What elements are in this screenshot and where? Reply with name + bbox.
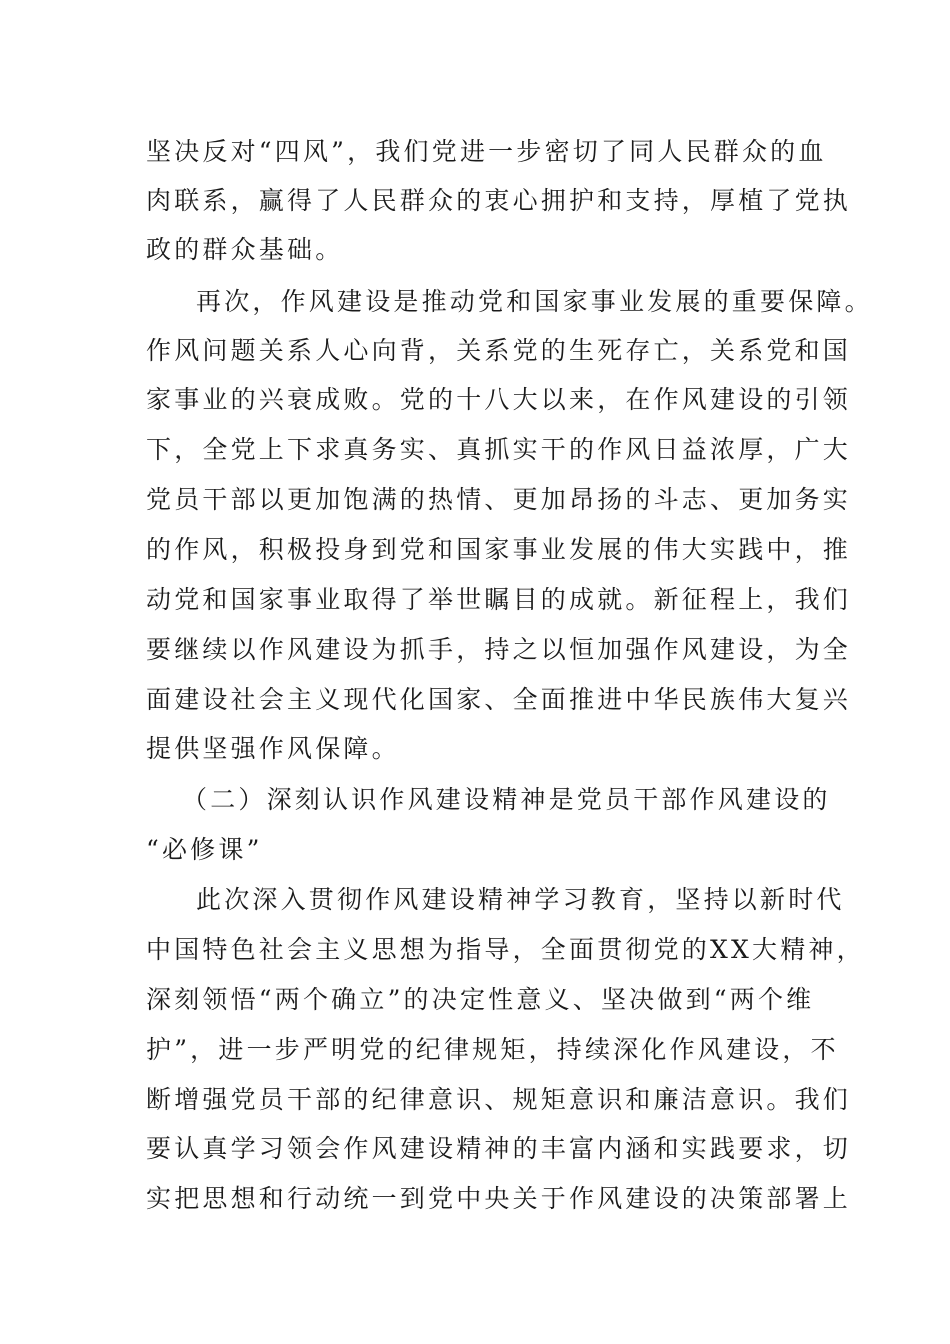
text-line-22: 实把思想和行动统一到党中央关于作风建设的决策部署上	[146, 1184, 852, 1213]
section-heading-continuation: “必修课”	[146, 835, 263, 864]
text-line-3: 政的群众基础。	[146, 235, 344, 264]
text-line-21: 要认真学习领会作风建设精神的丰富内涵和实践要求，切	[146, 1134, 852, 1163]
text-line-6: 家事业的兴衰成败。党的十八大以来，在作风建设的引领	[146, 385, 852, 414]
text-line-11: 要继续以作风建设为抓手，持之以恒加强作风建设，为全	[146, 635, 852, 664]
section-heading: （二）深刻认识作风建设精神是党员干部作风建设的	[182, 785, 831, 814]
paragraph-start-line: 再次，作风建设是推动党和国家事业发展的重要保障。	[196, 287, 873, 316]
text-line-7: 下，全党上下求真务实、真抓实干的作风日益浓厚，广大	[146, 435, 852, 464]
text-line-17: 中国特色社会主义思想为指导，全面贯彻党的XX大精神，	[146, 935, 865, 964]
text-line-10: 动党和国家事业取得了举世瞩目的成就。新征程上，我们	[146, 585, 852, 614]
text-line-19: 护”，进一步严明党的纪律规矩，持续深化作风建设，不	[146, 1035, 839, 1064]
paragraph-start-line: 此次深入贯彻作风建设精神学习教育，坚持以新时代	[196, 885, 845, 914]
text-line-12: 面建设社会主义现代化国家、全面推进中华民族伟大复兴	[146, 685, 852, 714]
text-line-18: 深刻领悟“两个确立”的决定性意义、坚决做到“两个维	[146, 985, 815, 1014]
text-line-2: 肉联系，赢得了人民群众的衷心拥护和支持，厚植了党执	[146, 186, 852, 215]
text-line-13: 提供坚强作风保障。	[146, 734, 400, 763]
text-line-5: 作风问题关系人心向背，关系党的生死存亡，关系党和国	[146, 336, 852, 365]
text-line-1: 坚决反对“四风”，我们党进一步密切了同人民群众的血	[146, 137, 827, 166]
text-line-20: 断增强党员干部的纪律意识、规矩意识和廉洁意识。我们	[146, 1085, 852, 1114]
text-line-8: 党员干部以更加饱满的热情、更加昂扬的斗志、更加务实	[146, 485, 852, 514]
text-line-9: 的作风，积极投身到党和国家事业发展的伟大实践中，推	[146, 535, 852, 564]
